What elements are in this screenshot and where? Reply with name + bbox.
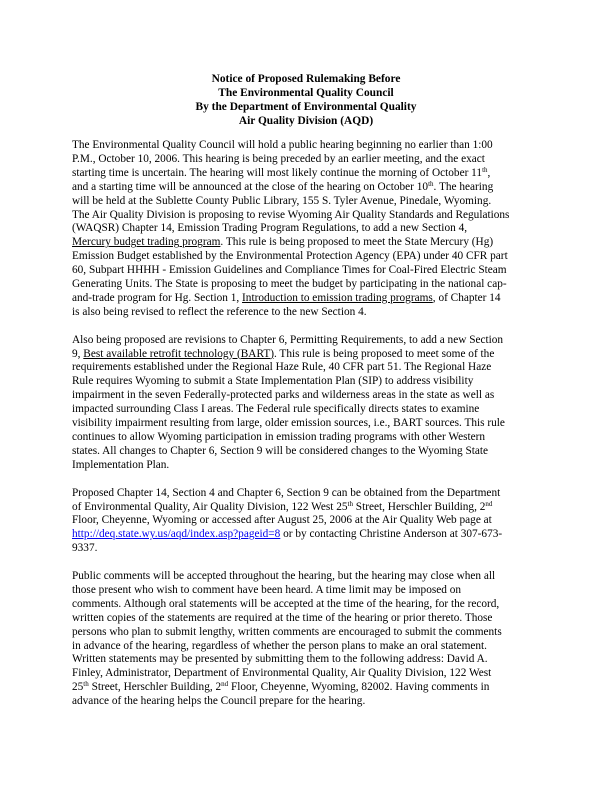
text-line: continues to allow Wyoming participation in emission trading programs with other Western — [72, 431, 486, 444]
text-segment: . This rule is being proposed to meet some of the — [273, 347, 495, 360]
text-line — [72, 501, 550, 515]
text-line — [72, 681, 550, 695]
ordinal-suffix: nd — [221, 680, 229, 689]
section-title-bart: Best available retrofit technology (BART) — [83, 347, 274, 360]
text-line: comments. Although oral statements will be accepted at the time of the hearing, for the record, — [72, 597, 500, 610]
text-line: Written statements may be presented by submitting them to the following address: David A. — [72, 653, 488, 666]
text-line: persons who plan to submit lengthy, written comments are encouraged to submit the comments — [72, 625, 502, 638]
notice-title — [60, 72, 552, 128]
text-line — [72, 348, 550, 362]
text-line — [72, 167, 550, 181]
text-line: Also being proposed are revisions to Chapter 6, Permitting Requirements, to add a new Section — [72, 333, 504, 346]
text-line: P.M., October 10, 2006. This hearing is being preceded by an earlier meeting, and the exact — [72, 152, 485, 165]
section-title-emission-trading-intro: Introduction to emission trading programs — [242, 291, 433, 304]
text-segment: . This rule is being proposed to meet the State Mercury (Hg) — [220, 236, 494, 249]
ordinal-suffix: nd — [485, 499, 493, 508]
text-segment: Street, Herschler Building, 2 — [352, 500, 486, 513]
text-line: Emission Budget established by the Environmental Protection Agency (EPA) under 40 CFR part — [72, 250, 508, 263]
ordinal-suffix: th — [482, 165, 488, 174]
text-line — [72, 528, 550, 542]
paragraph-public-comments — [72, 570, 550, 709]
text-line: The Air Quality Division is proposing to revise Wyoming Air Quality Standards and Regulations — [72, 208, 510, 221]
text-segment: Floor, Cheyenne, Wyoming, 82002. Having comments in — [228, 681, 490, 694]
text-line: Generating Units. The State is proposing to meet the budget by participating in the national cap- — [72, 278, 507, 291]
section-title-mercury-budget-trading: Mercury budget trading program — [72, 236, 221, 249]
notice-body — [72, 139, 550, 723]
text-line: Finley, Administrator, Department of Environmental Quality, Air Quality Division, 122 West — [72, 667, 492, 680]
text-line: impairment in the seven Federally-protected parks and wilderness areas in the state as well as — [72, 389, 495, 402]
text-line: Public comments will be accepted throughout the hearing, but the hearing may close when all — [72, 570, 496, 583]
title-line-2: The Environmental Quality Council — [218, 87, 394, 99]
text-line: Proposed Chapter 14, Section 4 and Chapter 6, Section 9 can be obtained from the Department — [72, 486, 501, 499]
text-segment: starting time is uncertain. The hearing will most likely continue the morning of October 11 — [72, 166, 483, 179]
text-line: requirements established under the Regional Haze Rule, 40 CFR part 51. The Regional Haze — [72, 361, 492, 374]
text-line: visibility impairment resulting from large, older emission sources, i.e., BART sources. This rule — [72, 417, 505, 430]
ordinal-suffix: th — [428, 179, 434, 188]
text-line: will be held at the Sublette County Public Library, 155 S. Tyler Avenue, Pinedale, Wyoming. — [72, 194, 492, 207]
text-line: those present who wish to comment have been heard. A time limit may be imposed on — [72, 583, 462, 596]
text-line: Implementation Plan. — [72, 458, 170, 471]
title-line-1: Notice of Proposed Rulemaking Before — [211, 73, 401, 85]
text-line: is also being revised to reflect the reference to the new Section 4. — [72, 305, 367, 318]
text-line: states. All changes to Chapter 6, Section 9 will be considered changes to the Wyoming State — [72, 444, 489, 457]
text-line: 60, Subpart HHHH - Emission Guidelines and Compliance Times for Coal-Fired Electric Steam — [72, 264, 507, 277]
paragraph-obtain-copies — [72, 487, 550, 557]
title-line-3: By the Department of Environmental Quality — [195, 101, 417, 113]
text-line: Floor, Cheyenne, Wyoming or accessed after August 25, 2006 at the Air Quality Web page at — [72, 514, 492, 527]
text-line: Rule requires Wyoming to submit a State Implementation Plan (SIP) to address visibility — [72, 375, 474, 388]
title-line-4: Air Quality Division (AQD) — [238, 115, 374, 127]
text-line — [72, 292, 550, 306]
text-segment: , — [487, 166, 491, 179]
text-segment: Street, Herschler Building, 2 — [88, 681, 222, 694]
text-segment: 25 — [72, 681, 84, 694]
ordinal-suffix: th — [83, 680, 89, 689]
text-line: advance of the hearing helps the Council prepare for the hearing. — [72, 695, 366, 708]
text-line: The Environmental Quality Council will hold a public hearing beginning no earlier than 1:00 — [72, 139, 493, 151]
text-segment: 9, — [72, 347, 84, 360]
text-line — [72, 236, 550, 250]
aqd-web-page-link[interactable]: http://deq.state.wy.us/aqd/index.asp?pageid=8 — [72, 528, 281, 541]
text-segment: of Environmental Quality, Air Quality Division, 122 West 25 — [72, 500, 348, 513]
text-line: (WAQSR) Chapter 14, Emission Trading Program Regulations, to add a new Section 4, — [72, 222, 468, 235]
paragraph-bart-revisions — [72, 334, 550, 473]
text-line: in advance of the hearing, regardless of whether the person plans to make an oral statement. — [72, 639, 488, 652]
text-line — [72, 181, 550, 195]
text-segment: and-trade program for Hg. Section 1, — [72, 291, 243, 304]
text-line: 9337. — [72, 542, 98, 555]
ordinal-suffix: th — [347, 499, 353, 508]
paragraph-hearing-notice — [72, 139, 550, 320]
text-segment: and a starting time will be announced at the close of the hearing on October 10 — [72, 180, 429, 193]
text-line: written copies of the statements are required at the time of the hearing or prior thereto. Those — [72, 611, 493, 624]
text-segment: . The hearing — [433, 180, 494, 193]
text-segment: or by contacting Christine Anderson at 307-673- — [280, 528, 503, 541]
text-line: impacted surrounding Class I areas. The Federal rule specifically directs states to examine — [72, 403, 480, 416]
text-segment: , of Chapter 14 — [432, 291, 501, 304]
